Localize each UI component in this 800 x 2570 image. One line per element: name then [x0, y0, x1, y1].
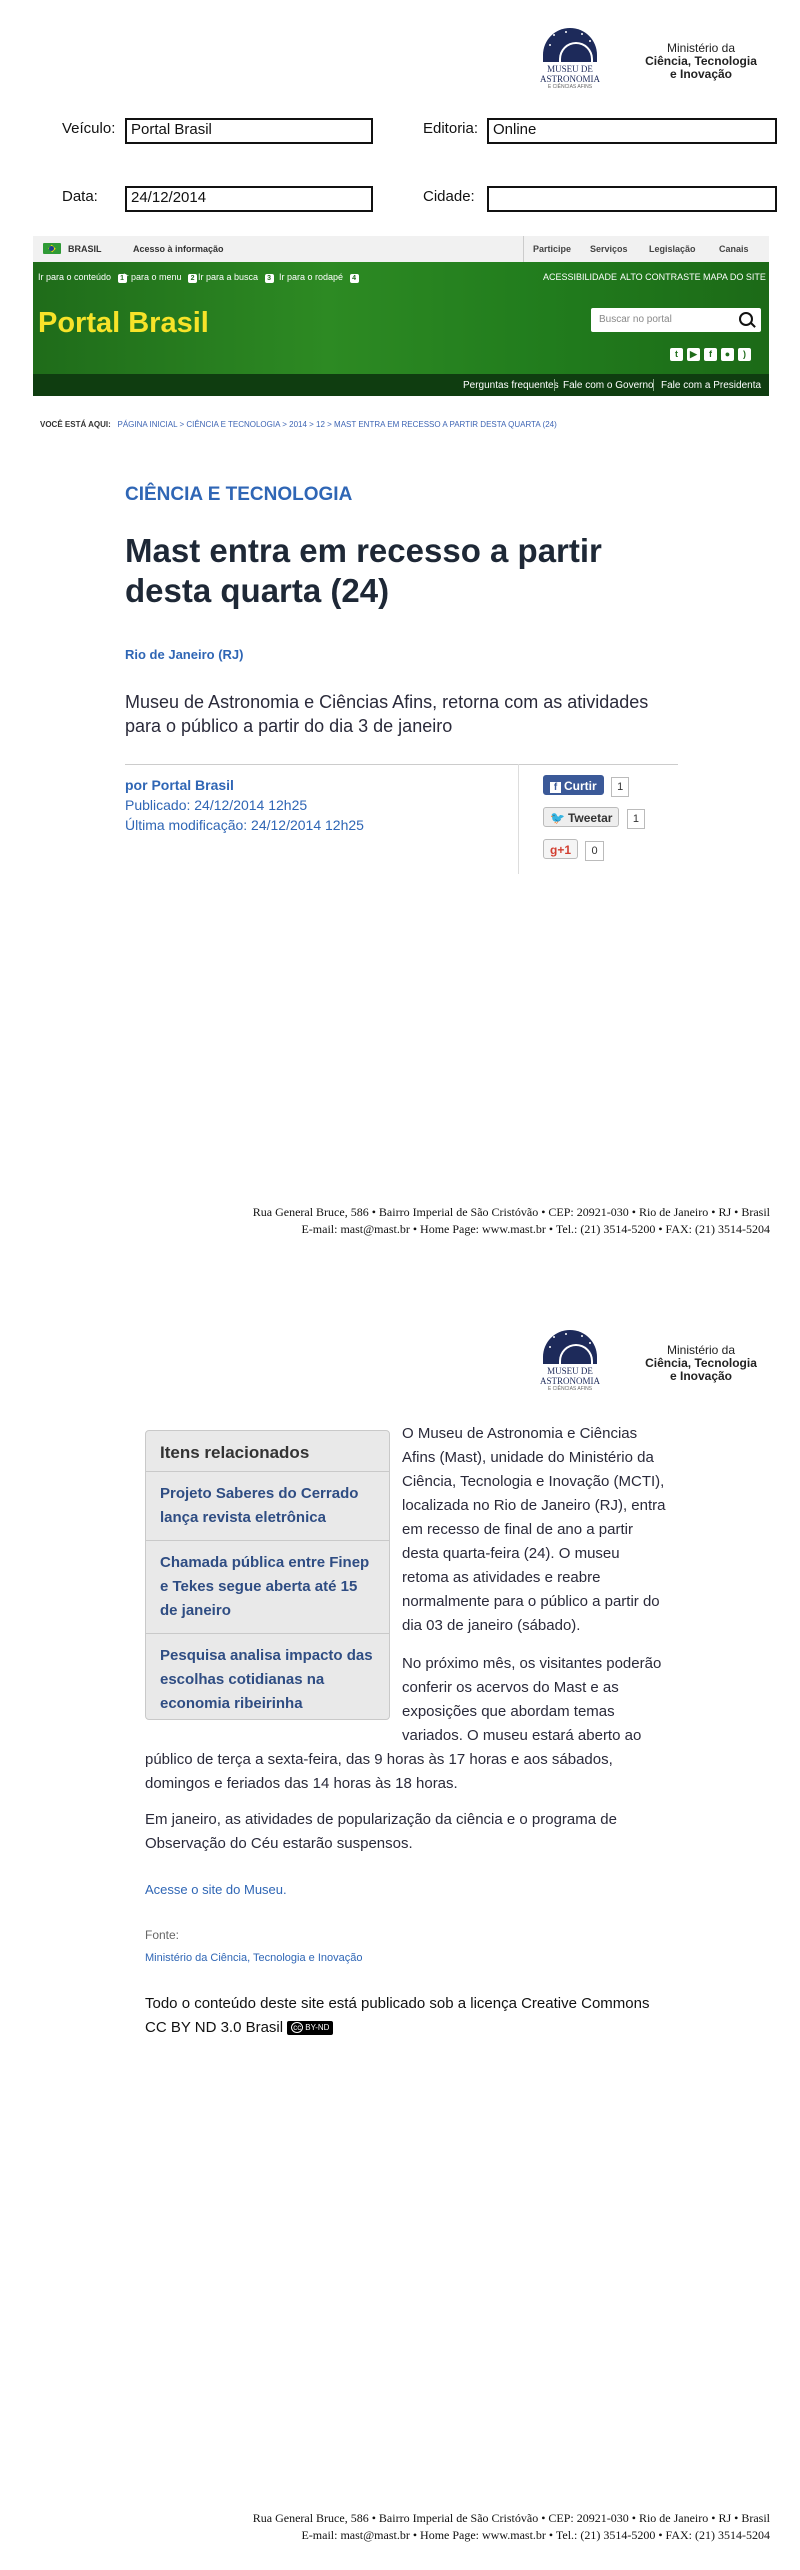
- search-input[interactable]: Buscar no portal: [599, 314, 672, 325]
- mast-logo: MUSEU DE ASTRONOMIA E CIÊNCIAS AFINS: [537, 1330, 603, 1396]
- footer-address-page2: Rua General Bruce, 586 • Bairro Imperial de São Cristóvão • CEP: 20921-030 • Rio de Janeiro • RJ • Brasil E-mail: mast@mast.br • Home Page: www.mast.br • Tel.: (21) 3514-5200 • FAX: (21) 3514-5204: [252, 2511, 770, 2542]
- tweet-button[interactable]: 🐦 Tweetar: [543, 807, 619, 827]
- portal-bottom-bar: [33, 374, 769, 396]
- footer-address: Rua General Bruce, 586 • Bairro Imperial de São Cristóvão • CEP: 20921-030 • Rio de Janeiro • RJ • Brasil E-mail: mast@mast.br • Home Page: www.mast.br • Tel.: (21) 3514-5200 • FAX: (21) 3514-5204: [252, 1205, 770, 1236]
- museum-site-link[interactable]: Acesse o site do Museu.: [145, 1882, 287, 1897]
- mapa-do-site-link[interactable]: MAPA DO SITE: [703, 272, 766, 282]
- editoria-field[interactable]: Online: [487, 118, 777, 144]
- gplus-widget: [543, 839, 604, 861]
- search-box[interactable]: [591, 308, 761, 332]
- social-icons: [666, 344, 751, 362]
- portal-header: [33, 262, 769, 374]
- article-byline: [125, 775, 364, 835]
- rss-icon[interactable]: ): [738, 348, 751, 361]
- twitter-bird-icon: 🐦: [550, 811, 565, 825]
- twitter-widget: [543, 807, 645, 829]
- tweet-count: 1: [627, 809, 645, 829]
- veiculo-field[interactable]: Portal Brasil: [125, 118, 373, 144]
- cidade-label: Cidade:: [423, 188, 475, 205]
- author-link[interactable]: por Portal Brasil: [125, 777, 234, 793]
- breadcrumb-path[interactable]: PÁGINA INICIAL > CIÊNCIA E TECNOLOGIA > 2014 > 12 > MAST ENTRA EM RECESSO A PARTIR DESTA QUARTA (24): [117, 420, 557, 429]
- header-logos: [537, 28, 777, 96]
- twitter-icon[interactable]: t: [670, 348, 683, 361]
- acessibilidade-link[interactable]: ACESSIBILIDADE: [543, 272, 618, 282]
- facebook-icon: f: [550, 782, 561, 793]
- fale-com-governo-link[interactable]: Fale com o Governo: [563, 380, 654, 391]
- header-logos-page2: [537, 1330, 777, 1398]
- acesso-informacao-link[interactable]: Acesso à informação: [133, 244, 224, 254]
- published-date: Publicado: 24/12/2014 12h25: [125, 797, 308, 813]
- youtube-icon[interactable]: ▶: [687, 348, 700, 361]
- data-label: Data:: [62, 188, 98, 205]
- mcti-logo: Ministério da Ciência, Tecnologia e Inovação: [645, 1343, 757, 1383]
- gplus-button[interactable]: g+1: [543, 839, 578, 859]
- divider: [125, 764, 678, 765]
- related-items-box: [145, 1430, 390, 1720]
- editoria-label: Editoria:: [423, 120, 479, 137]
- skip-to-content-link[interactable]: Ir para o conteúdo 1: [38, 272, 127, 283]
- portal-title[interactable]: Portal Brasil: [38, 307, 209, 339]
- alto-contraste-link[interactable]: ALTO CONTRASTE: [620, 272, 701, 282]
- source-label: Fonte:: [145, 1928, 180, 1942]
- license-notice: Todo o conteúdo deste site está publicado sob a licença Creative Commons CC BY ND 3.0 Brasil cc BY-ND: [145, 1995, 650, 2036]
- related-items-title: Itens relacionados: [146, 1431, 389, 1472]
- section-label[interactable]: CIÊNCIA E TECNOLOGIA: [125, 484, 353, 505]
- article-description: Museu de Astronomia e Ciências Afins, retorna com as atividades para o público a partir do dia 3 de janeiro: [125, 692, 649, 736]
- article-location[interactable]: Rio de Janeiro (RJ): [125, 647, 244, 662]
- skip-to-search-link[interactable]: Ir para a busca 3: [198, 272, 274, 283]
- veiculo-label: Veículo:: [62, 120, 116, 137]
- facebook-like-button[interactable]: f Curtir: [543, 775, 604, 795]
- mcti-logo: Ministério da Ciência, Tecnologia e Inovação: [645, 41, 757, 81]
- modified-date: Última modificação: 24/12/2014 12h25: [125, 817, 364, 833]
- legislacao-link[interactable]: Legislação: [649, 244, 696, 254]
- gov-topbar: [33, 236, 769, 263]
- gplus-count: 0: [585, 841, 603, 861]
- article-paragraph-2b: público de terça a sexta-feira, das 9 horas às 17 horas e aos sábados, domingos e feriados das 14 horas às 18 horas.: [145, 1751, 613, 1792]
- article-paragraph-2a: No próximo mês, os visitantes poderão conferir os acervos do Mast e as exposições que abordam temas variados. O museu estará aberto ao: [402, 1655, 662, 1744]
- creative-commons-badge-icon[interactable]: cc BY-ND: [287, 2021, 333, 2035]
- article-paragraph-3: Em janeiro, as atividades de popularização da ciência e o programa de Observação do Céu estarão suspensos.: [145, 1811, 617, 1852]
- skip-to-footer-link[interactable]: Ir para o rodapé 4: [279, 272, 359, 283]
- mast-logo-icon: [543, 28, 597, 62]
- servicos-link[interactable]: Serviços: [590, 244, 628, 254]
- related-item[interactable]: Projeto Saberes do Cerrado lança revista eletrônica: [146, 1472, 389, 1541]
- data-field[interactable]: 24/12/2014: [125, 186, 373, 212]
- skip-to-menu-link[interactable]: Ir para o menu 2: [123, 272, 197, 283]
- breadcrumb: VOCÊ ESTÁ AQUI: PÁGINA INICIAL > CIÊNCIA E TECNOLOGIA > 2014 > 12 > MAST ENTRA EM RECESSO A PARTIR DESTA QUARTA (24): [40, 420, 557, 429]
- facebook-like-count: 1: [611, 777, 629, 797]
- cidade-field[interactable]: [487, 186, 777, 212]
- brazil-flag-icon: [43, 243, 61, 254]
- brasil-link[interactable]: BRASIL: [68, 244, 102, 254]
- mast-logo-icon: [543, 1330, 597, 1364]
- flickr-icon[interactable]: ●: [721, 348, 734, 361]
- participe-link[interactable]: Participe: [533, 244, 572, 254]
- facebook-icon[interactable]: f: [704, 348, 717, 361]
- fale-com-presidenta-link[interactable]: Fale com a Presidenta: [661, 380, 762, 391]
- related-item[interactable]: Pesquisa analisa impacto das escolhas cotidianas na economia ribeirinha: [160, 1647, 373, 1712]
- article-paragraph-1: O Museu de Astronomia e Ciências Afins (Mast), unidade do Ministério da Ciência, Tecnologia e Inovação (MCTI), localizada no Rio de Janeiro (RJ), entra em recesso de final de ano a partir desta quarta-feira (24). O museu retoma as atividades e reabre normalmente para o público a partir do dia 03 de janeiro (sábado).: [402, 1425, 666, 1634]
- related-item[interactable]: Chamada pública entre Finep e Tekes segue aberta até 15 de janeiro: [146, 1541, 389, 1634]
- mast-logo: MUSEU DE ASTRONOMIA E CIÊNCIAS AFINS: [537, 28, 603, 94]
- article-headline: Mast entra em recesso a partir desta quarta (24): [125, 532, 602, 609]
- facebook-like-widget: [543, 775, 629, 797]
- source-link[interactable]: Ministério da Ciência, Tecnologia e Inovação: [145, 1952, 363, 1964]
- perguntas-frequentes-link[interactable]: Perguntas frequentes: [463, 380, 559, 391]
- canais-link[interactable]: Canais: [719, 244, 749, 254]
